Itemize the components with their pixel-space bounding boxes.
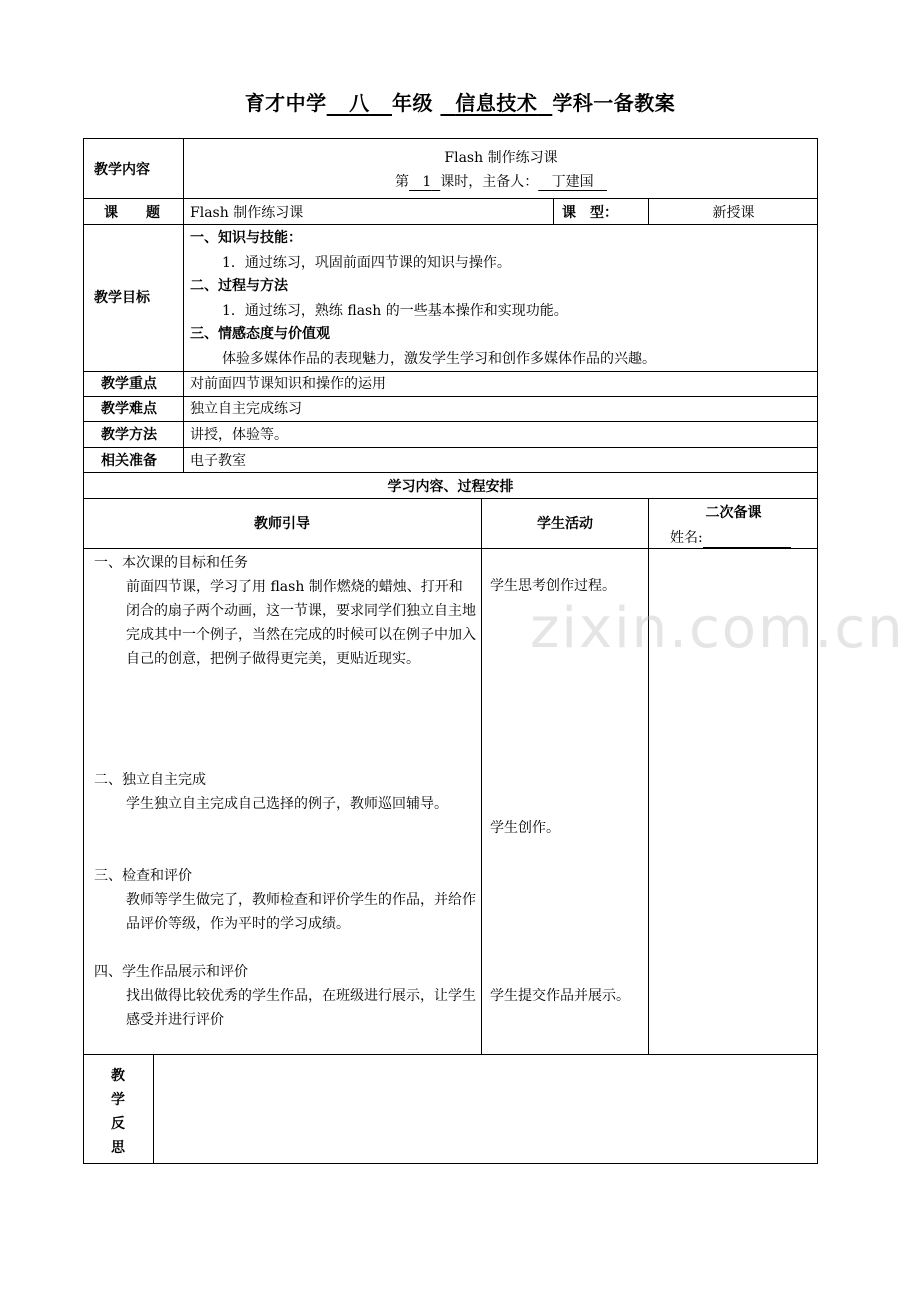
method-value: 讲授，体验等。 [190, 427, 288, 443]
section-body-4: 找出做得比较优秀的学生作品，在班级进行展示，让学生感受并进行评价 [126, 988, 476, 1028]
name-blank [703, 532, 791, 548]
objective-text-attitude: 体验多媒体作品的表现魅力，激发学生学习和创作多媒体作品的兴趣。 [222, 351, 656, 367]
key-point-value: 对前面四节课知识和操作的运用 [190, 376, 386, 392]
lesson-type-value: 新授课 [712, 205, 755, 221]
reflection-char: 思 [111, 1140, 125, 1156]
reflection-char: 学 [111, 1092, 125, 1108]
section-body-1: 前面四节课，学习了用 flash 制作燃烧的蜡烛、打开和闭合的扇子两个动画，这一节课，要求同学们独立自主地完成其中一个例子，当然在完成的时候可以在例子中加入自己的创意，把例子做得更完美，更贴近现实。 [126, 579, 476, 667]
key-point-label: 教学重点 [101, 376, 157, 392]
title-suffix: 学科一备教案 [552, 91, 676, 115]
rule [153, 1054, 154, 1164]
document-title [0, 88, 920, 118]
objective-heading-attitude: 三、情感态度与价值观 [190, 326, 330, 342]
reflection-char: 教 [111, 1068, 125, 1084]
section-body-2: 学生独立自主完成自己选择的例子，教师巡回辅导。 [126, 796, 448, 812]
rule [83, 421, 818, 422]
section-heading-3: 三、检查和评价 [94, 868, 192, 884]
preparation-value: 电子教室 [190, 453, 246, 469]
section-heading-2: 二、独立自主完成 [94, 772, 206, 788]
second-prep-header: 二次备课 [705, 505, 762, 521]
topic-value: Flash 制作练习课 [190, 205, 304, 221]
teacher-guide-header: 教师引导 [254, 516, 310, 532]
rule [83, 198, 818, 199]
objective-text-process: 1．通过练习，熟练 flash 的一些基本操作和实现功能。 [222, 303, 568, 319]
student-activity-3: 学生提交作品并展示。 [490, 988, 630, 1004]
school-name: 育才中学 [244, 91, 327, 115]
section-heading-1: 一、本次课的目标和任务 [94, 555, 248, 571]
rule [83, 371, 818, 372]
rule [553, 198, 554, 224]
lesson-number: 1 [422, 174, 432, 190]
objectives-label: 教学目标 [94, 290, 150, 306]
rule [83, 396, 818, 397]
content-title: Flash 制作练习课 [444, 150, 558, 166]
lesson-type-label: 课 型： [562, 205, 618, 221]
student-activity-2: 学生创作。 [490, 820, 560, 836]
rule [83, 447, 818, 448]
rule [83, 498, 818, 499]
objective-heading-process: 二、过程与方法 [190, 278, 288, 294]
section-body-3: 教师等学生做完了，教师检查和评价学生的作品，并给作品评价等级，作为平时的学习成绩。 [126, 892, 476, 932]
rule [481, 498, 482, 1054]
student-activity-1: 学生思考创作过程。 [490, 578, 616, 594]
process-title: 学习内容、过程安排 [387, 479, 514, 495]
rule [648, 498, 649, 1054]
difficulty-value: 独立自主完成练习 [190, 401, 302, 417]
section-heading-4: 四、学生作品展示和评价 [94, 964, 248, 980]
content-label: 教学内容 [94, 162, 150, 178]
objective-text-knowledge: 1．通过练习，巩固前面四节课的知识与操作。 [222, 255, 511, 271]
difficulty-label: 教学难点 [101, 401, 157, 417]
topic-label: 课 题 [104, 205, 160, 221]
method-label: 教学方法 [101, 427, 157, 443]
reflection-char: 反 [111, 1116, 125, 1132]
grade-value: 八 [349, 91, 370, 115]
watermark: zixin.com.cn [530, 596, 905, 661]
content-lesson-line: 第 1 课时，主备人： 丁建国 [395, 174, 594, 190]
student-activity-header: 学生活动 [537, 516, 593, 532]
rule [83, 1054, 818, 1055]
rule [83, 224, 818, 225]
preparer-name: 丁建国 [551, 174, 594, 190]
grade-suffix: 年级 [391, 91, 433, 115]
objective-heading-knowledge: 一、知识与技能： [190, 230, 302, 246]
second-prep-name: 姓名: [670, 528, 791, 548]
preparation-label: 相关准备 [101, 453, 157, 469]
rule [83, 548, 818, 549]
subject-value: 信息技术 [455, 91, 538, 115]
rule [83, 472, 818, 473]
